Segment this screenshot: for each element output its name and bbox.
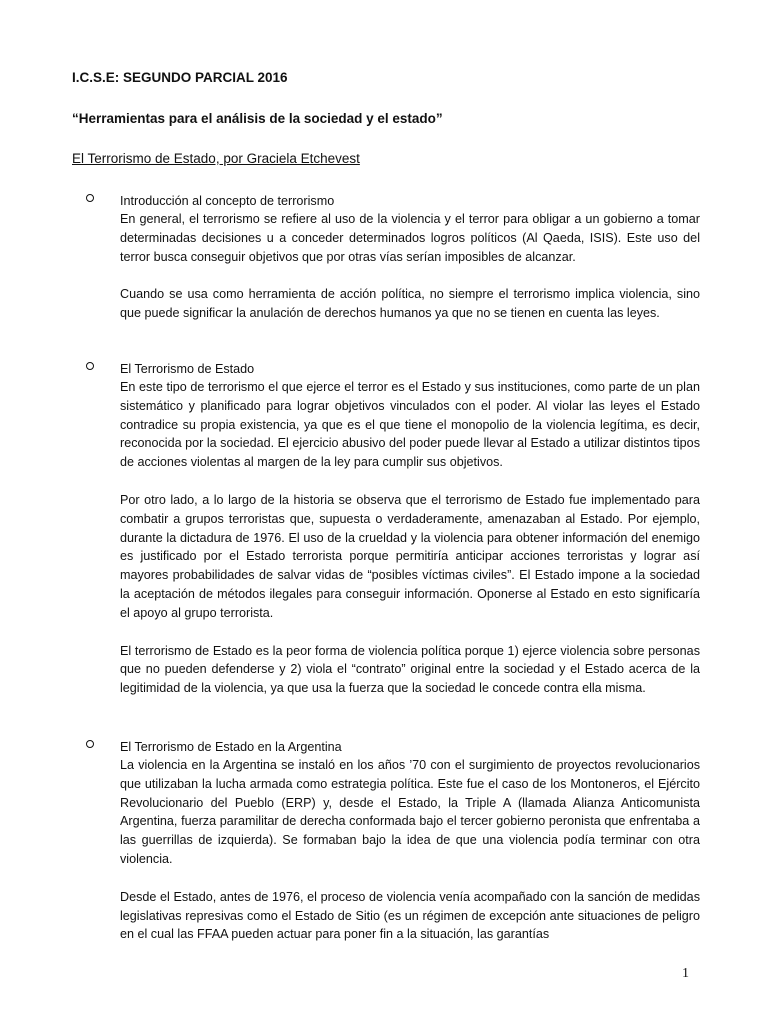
circle-bullet-icon: [86, 194, 94, 202]
section-heading: El Terrorismo de Estado: [120, 362, 255, 376]
section-heading: Introducción al concepto de terrorismo: [120, 194, 335, 208]
paragraph: En general, el terrorismo se refiere al uso de la violencia y el terror para obligar a un gobierno a tomar determinadas decisiones u a conceder determinados logros políticos (Al Qaeda, ISIS). Este uso del terror busca conseguir objetivos que por otras vías serían imposibles de alcanzar.: [120, 212, 700, 264]
section-terrorismo-de-estado: [100, 360, 700, 717]
section-introduccion: [100, 192, 700, 342]
paragraph: Cuando se usa como herramienta de acción política, no siempre el terrorismo implica violencia, sino que puede significar la anulación de derechos humanos ya que no se tienen en cuenta las leyes.: [120, 287, 700, 321]
paragraph: La violencia en la Argentina se instaló en los años ’70 con el surgimiento de proyectos revolucionarios que utilizaban la lucha armada como estrategia política. Este fue el caso de los Montoneros, el Ejército Revolucionario del Pueblo (ERP) y, desde el Estado, la Triple A (llamada Alianza Anticomunista Argentina, fuerza paramilitar de derecha conformada bajo el tercer gobierno peronista que enfrentaba a las guerrillas de izquierda). Se formaban bajo la idea de que una violencia podía terminar con otra violencia.: [120, 758, 700, 866]
paragraph: El terrorismo de Estado es la peor forma de violencia política porque 1) ejerce violencia sobre personas que no pueden defenderse y 2) viola el “contrato” original entre la sociedad y el Estado acerca de la legitimidad de la violencia, ya que usa la fuerza que la sociedad le concede contra ella misma.: [120, 643, 700, 696]
paragraph: Por otro lado, a lo largo de la historia se observa que el terrorismo de Estado fue implementado para combatir a grupos terroristas que, supuesta o verdaderamente, amenazaban al Estado. Por ejemplo, durante la dictadura de 1976. El uso de la crueldad y la violencia para obtener información del enemigo es justificado por el Estado terrorista porque permitiría anticipar acciones terroristas y lograr así mayores probabilidades de salvar vidas de “posibles víctimas civiles”. El Estado impone a la sociedad la aceptación de métodos ilegales para conseguir información. Oponerse al Estado en esto significaría el apoyo al grupo terrorista.: [120, 492, 700, 620]
circle-bullet-icon: [86, 362, 94, 370]
paragraph: En este tipo de terrorismo el que ejerce el terror es el Estado y sus instituciones, como parte de un plan sistemático y planificado para lograr objetivos vinculados con el poder. Al violar las leyes el Estado contradice su propia existencia, ya que es el que tiene el monopolio de la violencia legítima, es decir, reconocida por la sociedad. El ejercicio abusivo del poder puede llevar al Estado a utilizar distintos tipos de acciones violentas al margen de la ley para cumplir sus objetivos.: [120, 380, 700, 470]
section-heading: El Terrorismo de Estado en la Argentina: [120, 740, 342, 754]
document-subtitle: “Herramientas para el análisis de la sociedad y el estado”: [72, 111, 443, 126]
circle-bullet-icon: [86, 740, 94, 748]
paragraph: Desde el Estado, antes de 1976, el proceso de violencia venía acompañado con la sanción de medidas legislativas represivas como el Estado de Sitio (es un régimen de excepción ante situaciones de peligro en el cual las FFAA pueden actuar para poner fin a la situación, las garantías: [120, 889, 700, 942]
document-header: I.C.S.E: SEGUNDO PARCIAL 2016: [72, 70, 288, 85]
page-number: 1: [682, 966, 689, 981]
section-terrorismo-argentina: [100, 738, 700, 963]
section-title: El Terrorismo de Estado, por Graciela Etchevest: [72, 151, 360, 166]
